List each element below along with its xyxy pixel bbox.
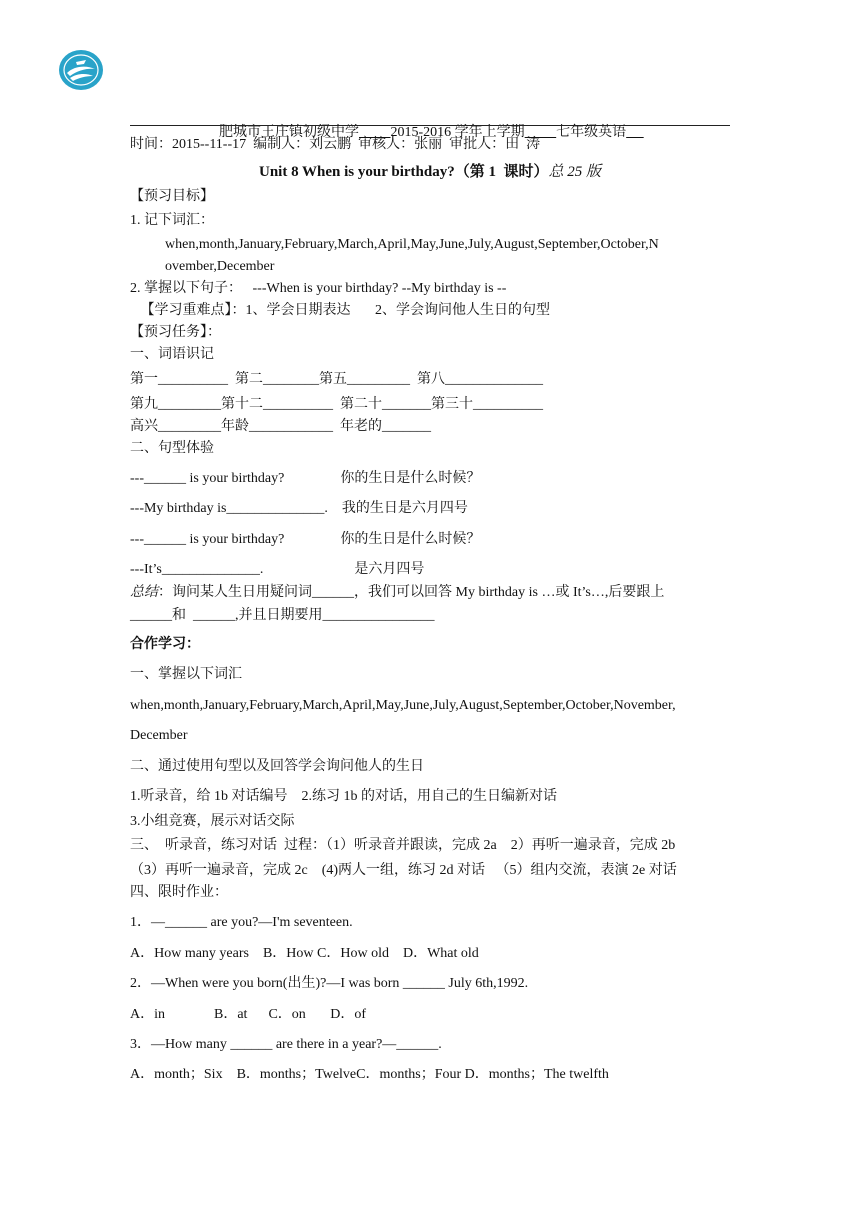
text-line: 1. 记下词汇： bbox=[130, 213, 214, 228]
summary-line: ______和 ______,并且日期要用________________ bbox=[130, 608, 435, 623]
section-line: 四、限时作业： bbox=[130, 885, 228, 900]
text-line: ---It’s______________. 是六月四号 bbox=[130, 562, 425, 577]
section-heading: 合作学习： bbox=[130, 637, 200, 652]
quiz-question: 3．—How many ______ are there in a year?—______. bbox=[130, 1037, 442, 1052]
vocab-line: when,month,January,February,March,April,May,June,July,August,September,October,November, bbox=[130, 698, 676, 713]
summary-label: 总结 bbox=[130, 585, 158, 600]
quiz-options: A．in B．at C．on D．of bbox=[130, 1007, 367, 1022]
school-name: 肥城市王庄镇初级中学 bbox=[219, 125, 359, 140]
text-line: 第一__________ 第二________第五_________ 第八______________ bbox=[130, 372, 543, 387]
grade: 七年级英语 bbox=[556, 125, 627, 140]
text-line: 【预习目标】 bbox=[130, 189, 214, 204]
text-line: ---My birthday is______________. 我的生日是六月四号 bbox=[130, 501, 468, 516]
title-main: Unit 8 When is your birthday?（第 1 课时） bbox=[258, 164, 549, 180]
section-line: 三、 听录音，练习对话 过程：（1）听录音并跟读，完成 2a 2）再听一遍录音，完成 2b bbox=[130, 838, 676, 853]
quiz-question: 1．—______ are you?—I'm seventeen. bbox=[130, 915, 353, 930]
term: 2015-2016 学年上学期 bbox=[390, 125, 525, 140]
text-line: 【学习重难点】：1、学会日期表达 2、学会询问他人生日的句型 bbox=[130, 303, 550, 318]
section-line: 二、通过使用句型以及回答学会询问他人的生日 bbox=[130, 759, 424, 774]
header-gap bbox=[626, 125, 644, 140]
header-rule bbox=[130, 125, 730, 126]
section-line: 3.小组竞赛，展示对话交际 bbox=[130, 814, 295, 829]
text-line: 一、词语识记 bbox=[130, 347, 214, 362]
section-line: （3）再听一遍录音，完成 2c (4)两人一组，练习 2d 对话 （5）组内交流，表演 2e 对话 bbox=[130, 863, 677, 878]
text-line: 二、句型体验 bbox=[130, 441, 214, 456]
text-line: 【预习任务】： bbox=[130, 325, 221, 340]
text-line: ---______ is your birthday? 你的生日是什么时候？ bbox=[130, 532, 481, 547]
text-line: 第九_________第十二__________ 第二十_______第三十__________ bbox=[130, 397, 543, 412]
text-line: ---______ is your birthday? 你的生日是什么时候？ bbox=[130, 471, 481, 486]
summary-line bbox=[130, 584, 664, 602]
page-title bbox=[130, 163, 730, 181]
section-line: 1.听录音，给 1b 对话编号 2.练习 1b 的对话，用自己的生日编新对话 bbox=[130, 789, 557, 804]
meta-line: 时间：2015--11--17 编制人：刘云鹏 审核人：张丽 审批人：田 涛 bbox=[130, 137, 541, 152]
vocab-line: December bbox=[130, 728, 188, 743]
text-line: 2. 掌握以下句子： ---When is your birthday? --My birthday is -- bbox=[130, 281, 507, 296]
quiz-question: 2．—When were you born(出生)?—I was born ______ July 6th,1992. bbox=[130, 976, 529, 991]
title-edition: 总 25 版 bbox=[548, 164, 601, 180]
text-line: when,month,January,February,March,April,May,June,July,August,September,October,N bbox=[130, 237, 659, 252]
section-line: 一、掌握以下词汇 bbox=[130, 667, 242, 682]
text-line: ovember,December bbox=[130, 259, 275, 274]
school-logo-icon bbox=[58, 49, 104, 91]
quiz-options: A．How many years B．How C．How old D．What old bbox=[130, 946, 479, 961]
text-line: 高兴_________年龄____________ 年老的_______ bbox=[130, 419, 431, 434]
quiz-options: A．month；Six B．months；TwelveC．months；Four D．months；The twelfth bbox=[130, 1067, 609, 1082]
summary-text: ：询问某人生日用疑问词______，我们可以回答 My birthday is …或 It’s…,后要跟上 bbox=[158, 585, 665, 600]
